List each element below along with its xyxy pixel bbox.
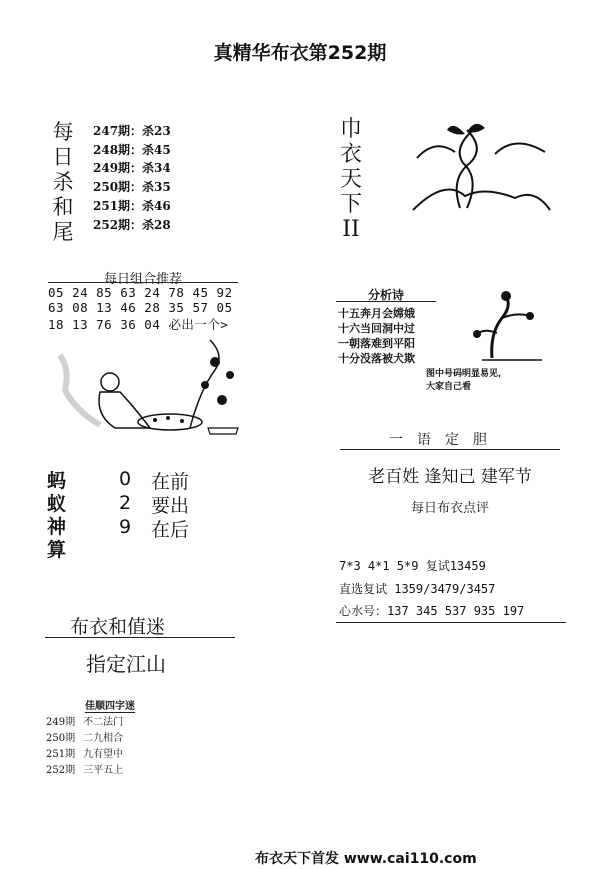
kill-tail-heading-char: 日 <box>52 145 74 169</box>
yiyu-rule <box>340 449 560 450</box>
moon-lady-illustration <box>40 330 240 435</box>
kill-tail-heading <box>50 120 76 245</box>
poem-line: 十五奔月会嫦娥 <box>338 307 415 320</box>
jia-shun-period: 251期 <box>46 749 76 760</box>
jia-shun-text: 不二法门 <box>83 717 124 728</box>
buyi-heading-char: 下 <box>339 192 362 217</box>
ant-god-text: 在前 <box>151 471 190 493</box>
kill-tail-row: 249期：杀34 <box>93 161 171 176</box>
poem-line: 十分没落被犬欺 <box>338 352 415 365</box>
kill-tail-row: 252期：杀28 <box>93 217 171 232</box>
jia-shun-period: 249期 <box>46 717 76 728</box>
buyi-riddle-title: 布衣和值迷 <box>70 616 166 638</box>
daily-combo-title: 每日组合推荐 <box>103 272 182 287</box>
tree-mountain-illustration <box>405 118 555 218</box>
ant-god-number: 9 <box>119 516 132 538</box>
ant-god-number: 2 <box>119 492 132 514</box>
ant-god-char: 蚂 <box>47 470 67 492</box>
buyi-heading-char: 巾 <box>339 117 362 142</box>
jia-shun-title: 佳顺四字迷 <box>85 697 135 713</box>
kill-tail-row: 250期：杀35 <box>93 180 171 195</box>
page-title: 真精华布衣第252期 <box>213 42 387 64</box>
poem-note-line: 大家自己看 <box>426 382 472 392</box>
poem-rule <box>336 301 436 302</box>
ant-god-char: 蚁 <box>47 493 67 515</box>
kill-tail-heading-char: 和 <box>52 195 74 219</box>
footer-site-link[interactable]: 布衣天下首发 www.cai110.com <box>255 851 477 867</box>
poem-note-line: 图中号码明显易见， <box>426 369 508 379</box>
yiyu-bottom-rule <box>336 622 566 623</box>
ant-god-text: 在后 <box>151 519 190 541</box>
poem-line: 十六当回洞中过 <box>338 322 415 335</box>
buyi-heading-char: 衣 <box>339 142 362 167</box>
ant-god-char: 算 <box>47 539 67 561</box>
kill-tail-heading-char: 杀 <box>52 170 74 194</box>
buyi-tianxia-heading <box>338 117 364 242</box>
daily-review-label: 每日布衣点评 <box>410 501 489 516</box>
yiyu-dingdan-title: 一语定胆 <box>389 432 501 448</box>
jia-shun-text: 九有望中 <box>83 749 124 760</box>
jia-shun-text: 二九相合 <box>83 733 124 744</box>
kill-tail-row: 251期：杀46 <box>93 198 171 213</box>
jia-shun-text: 三平五上 <box>83 765 124 776</box>
yiyu-slogan: 老百姓 逢知己 建军节 <box>368 467 532 487</box>
buyi-heading-char: 天 <box>339 167 362 192</box>
combo-row: 18 13 76 36 04 必出一个> <box>48 317 229 332</box>
kill-tail-row: 248期：杀45 <box>93 142 171 157</box>
kill-tail-list <box>93 122 171 234</box>
ant-god-number: 0 <box>119 468 132 490</box>
buyi-riddle-rule <box>45 637 235 638</box>
ant-god-text: 要出 <box>151 495 190 517</box>
poem-line: 一朝落难到平阳 <box>338 337 415 350</box>
kill-tail-heading-char: 每 <box>52 120 74 144</box>
jia-shun-period: 252期 <box>46 765 76 776</box>
combo-row: 05 24 85 63 24 78 45 92 <box>48 285 233 300</box>
number-line: 7*3 4*1 5*9 复试13459 <box>339 559 486 573</box>
jia-shun-row <box>46 729 131 744</box>
number-line: 直选复试 1359/3479/3457 <box>339 582 496 596</box>
jia-shun-row <box>46 761 131 776</box>
combo-row: 63 08 13 46 28 35 57 05 <box>48 300 233 315</box>
jia-shun-row <box>46 745 131 760</box>
number-line: 心水号：137 345 537 935 197 <box>339 604 525 618</box>
kill-tail-row: 247期：杀23 <box>93 124 171 138</box>
jia-shun-row <box>46 713 131 728</box>
poem-title: 分析诗 <box>367 288 404 302</box>
buyi-heading-char: II <box>342 217 360 242</box>
jia-shun-period: 250期 <box>46 733 76 744</box>
buyi-riddle-answer: 指定江山 <box>86 652 166 676</box>
tree-illustration <box>462 288 557 363</box>
ant-god-char: 神 <box>47 516 67 538</box>
kill-tail-heading-char: 尾 <box>52 220 74 244</box>
daily-combo-rule <box>48 282 238 283</box>
